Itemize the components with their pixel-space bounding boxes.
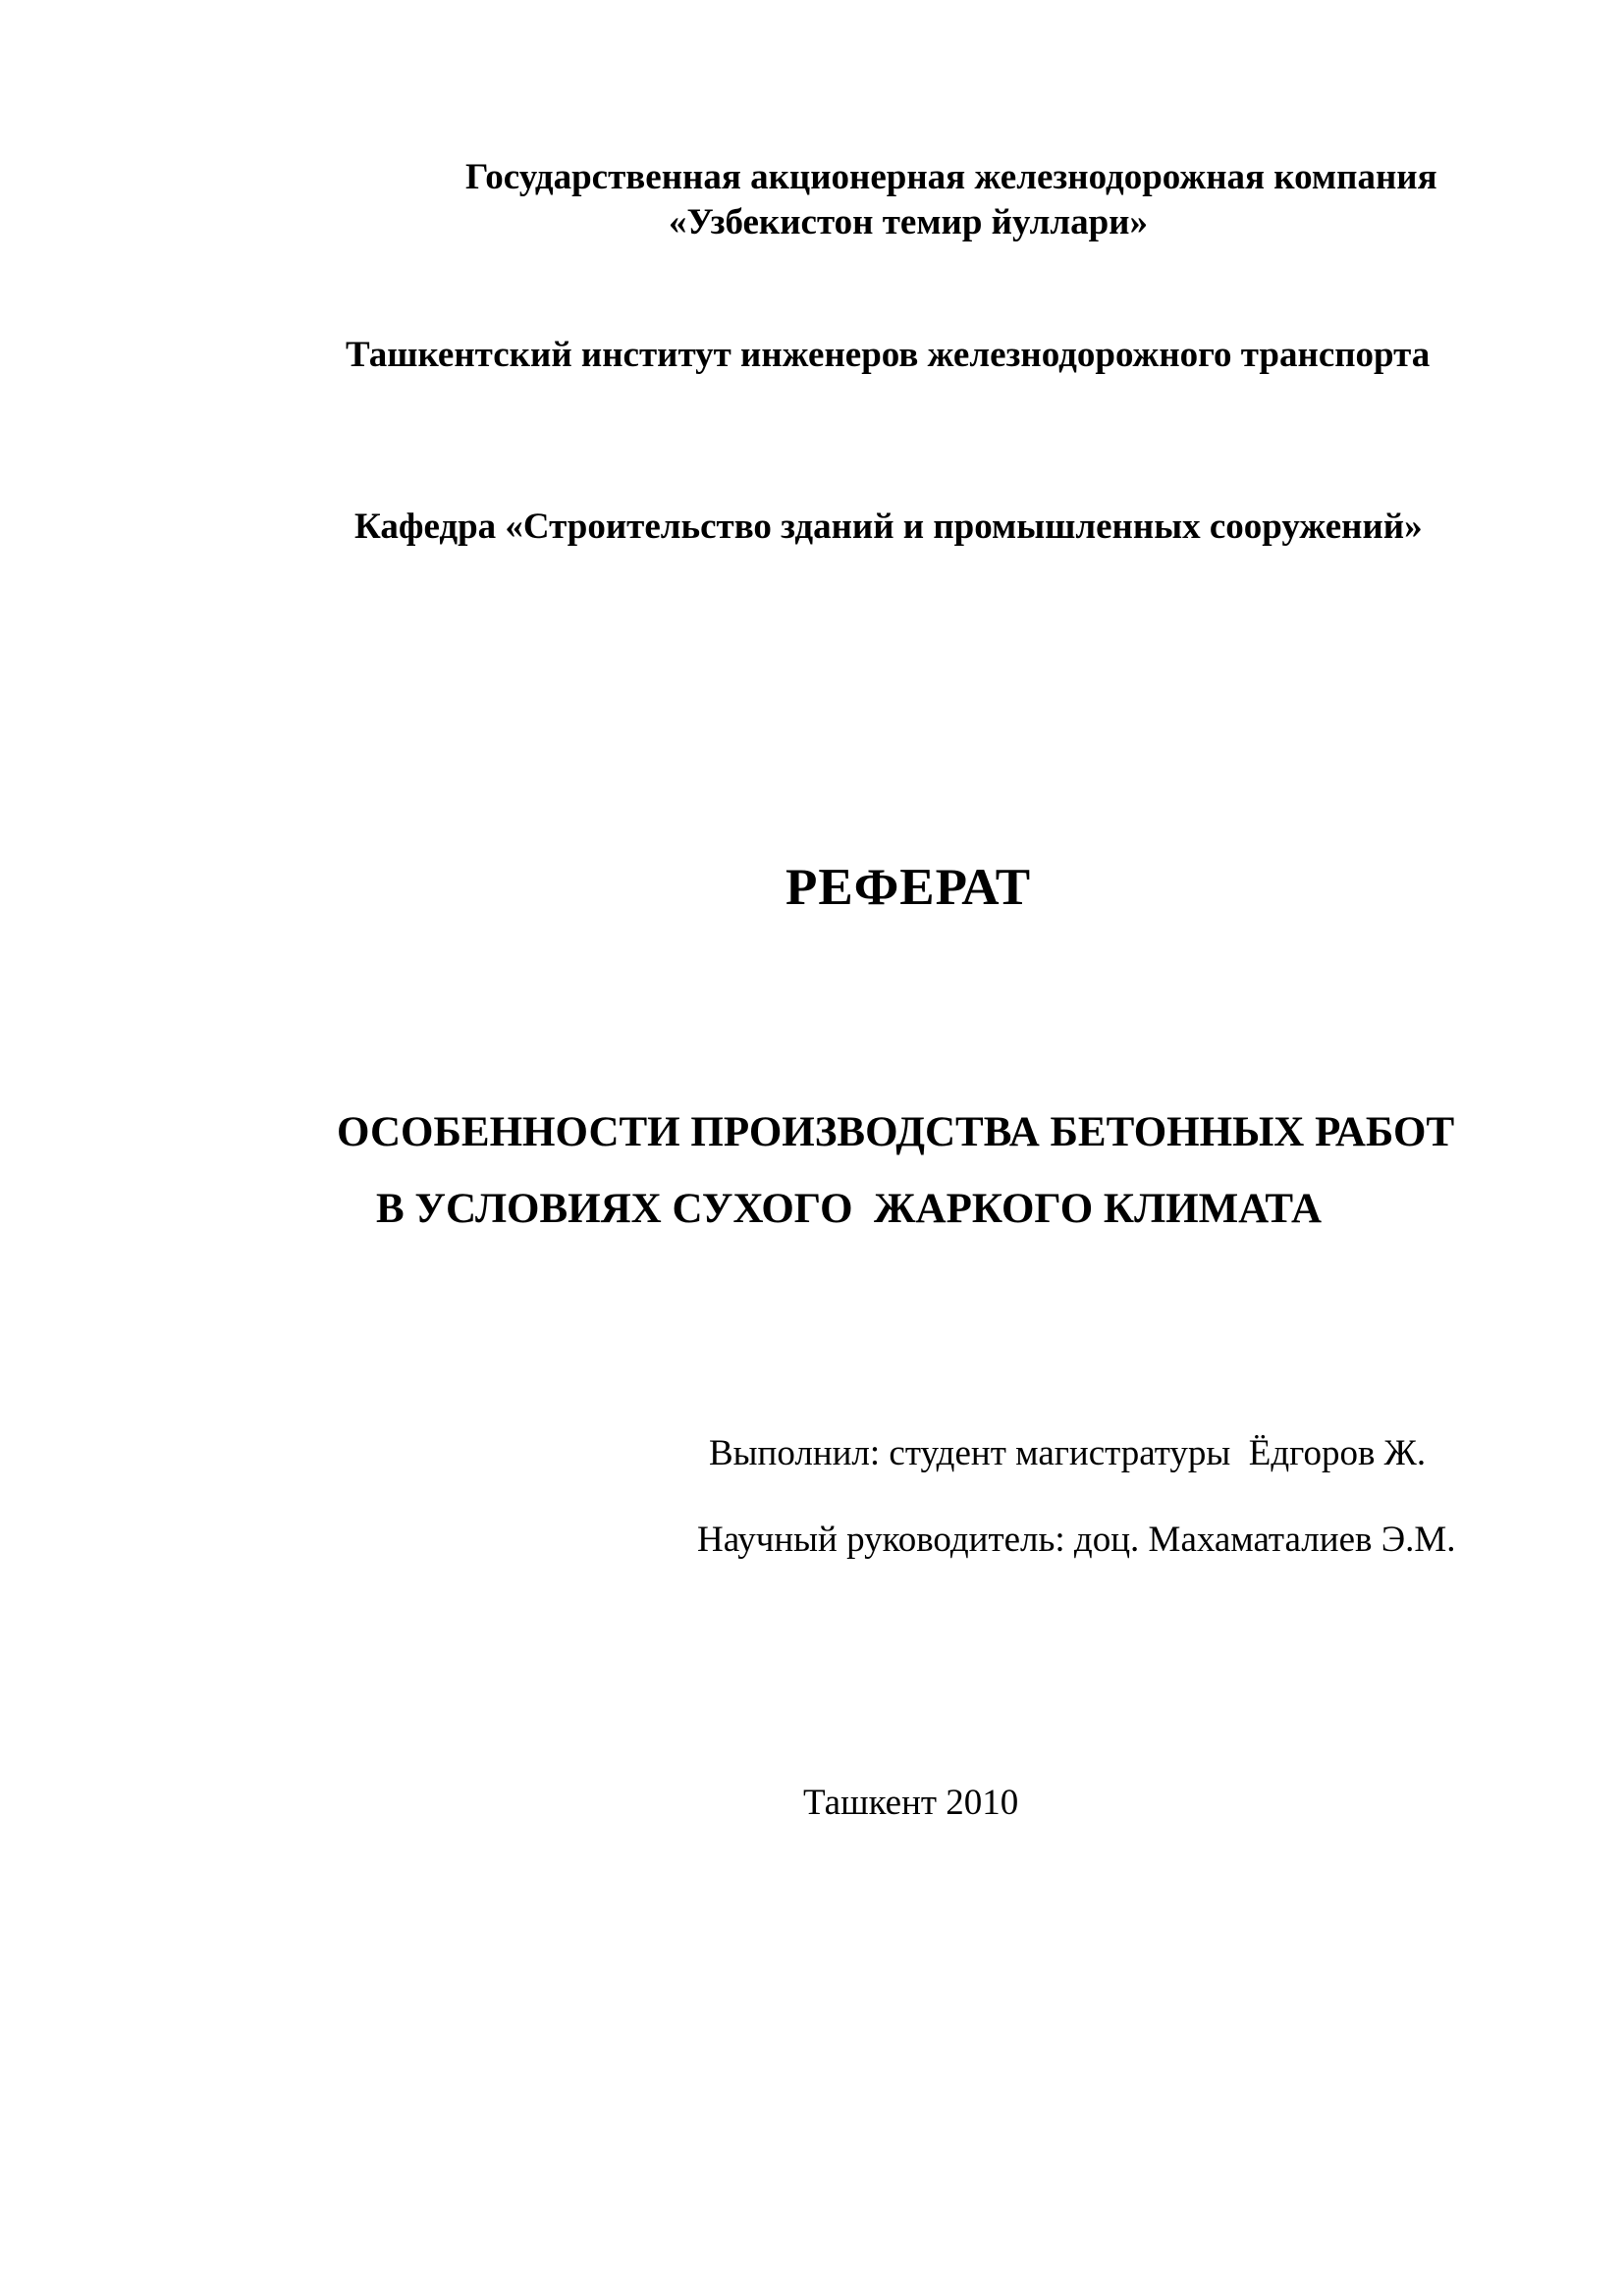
topic-title-line-2: В УСЛОВИЯХ СУХОГО ЖАРКОГО КЛИМАТА bbox=[376, 1186, 1323, 1232]
supervisor-credit: Научный руководитель: доц. Махаматалиев Э.М. bbox=[697, 1520, 1456, 1560]
organization-name: Государственная акционерная железнодорожная компания bbox=[465, 157, 1437, 197]
organization-subname: «Узбекистон темир йуллари» bbox=[669, 202, 1148, 242]
city-and-year: Ташкент 2010 bbox=[803, 1783, 1019, 1823]
author-credit: Выполнил: студент магистратуры Ёдгоров Ж. bbox=[709, 1433, 1427, 1473]
institute-name: Ташкентский институт инженеров железнодорожного транспорта bbox=[346, 335, 1431, 375]
topic-title-line-1: ОСОБЕННОСТИ ПРОИЗВОДСТВА БЕТОННЫХ РАБОТ bbox=[337, 1109, 1455, 1155]
document-type-title: РЕФЕРАТ bbox=[785, 859, 1032, 916]
department-name: Кафедра «Строительство зданий и промышленных сооружений» bbox=[354, 507, 1423, 547]
